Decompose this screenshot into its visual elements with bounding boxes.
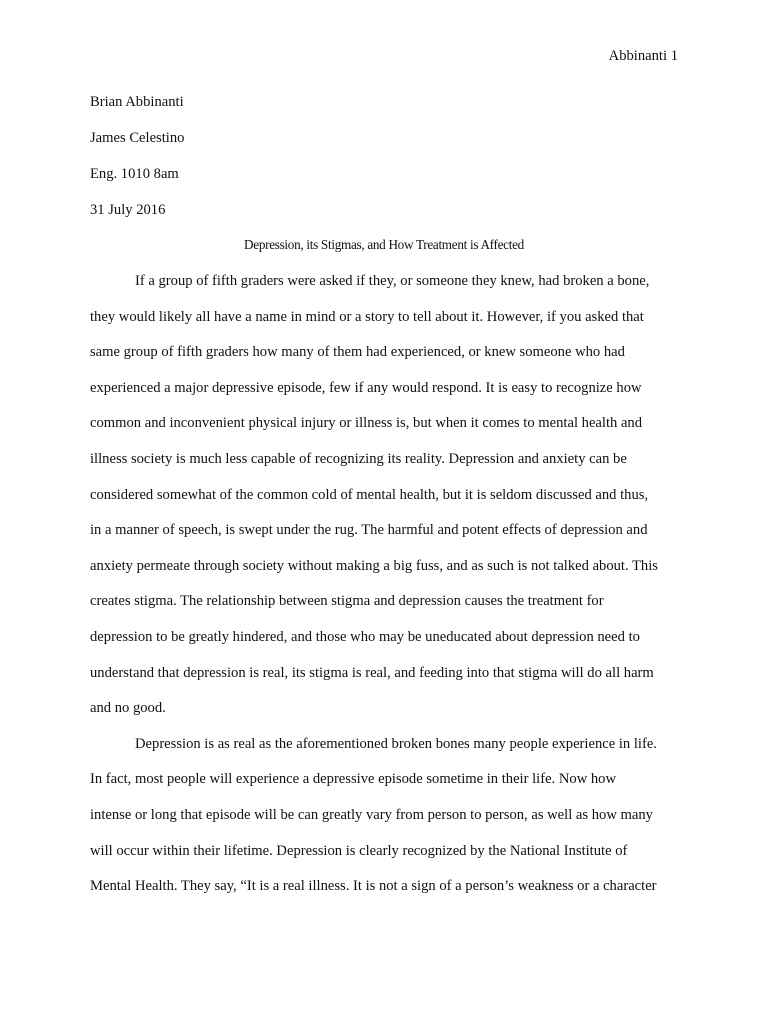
body-line: illness society is much less capable of recognizing its reality. Depression and anxiety can be xyxy=(90,450,627,467)
body-line: in a manner of speech, is swept under the rug. The harmful and potent effects of depression and xyxy=(90,522,648,539)
body-line: they would likely all have a name in mind or a story to tell about it. However, if you asked that xyxy=(90,308,644,325)
body-line: In fact, most people will experience a depressive episode sometime in their life. Now how xyxy=(90,771,617,788)
body-line: will occur within their lifetime. Depression is clearly recognized by the National Institute of xyxy=(90,842,628,859)
body-line: anxiety permeate through society without making a big fuss, and as such is not talked about. This xyxy=(90,557,658,574)
running-head: Abbinanti 1 xyxy=(608,48,678,64)
body-line: and no good. xyxy=(90,700,166,717)
instructor-name: James Celestino xyxy=(90,130,185,146)
body-line: intense or long that episode will be can greatly vary from person to person, as well as how many xyxy=(90,806,653,823)
paper-title: Depression, its Stigmas, and How Treatment is Affected xyxy=(244,237,524,252)
body-line: depression to be greatly hindered, and those who may be uneducated about depression need to xyxy=(90,628,640,645)
body-line: creates stigma. The relationship between stigma and depression causes the treatment for xyxy=(90,593,604,610)
body-line: experienced a major depressive episode, few if any would respond. It is easy to recognize how xyxy=(90,379,642,396)
student-name: Brian Abbinanti xyxy=(90,94,184,110)
body-text xyxy=(90,271,690,912)
body-line: If a group of fifth graders were asked if they, or someone they knew, had broken a bone, xyxy=(135,273,650,289)
mla-heading xyxy=(90,92,184,236)
paper-date: 31 July 2016 xyxy=(90,202,166,218)
body-line: Depression is as real as the aforementioned broken bones many people experience in life. xyxy=(135,735,657,752)
body-line: same group of fifth graders how many of them had experienced, or knew someone who had xyxy=(90,344,625,361)
body-line: Mental Health. They say, “It is a real illness. It is not a sign of a person’s weakness or a character xyxy=(90,878,657,895)
body-line: considered somewhat of the common cold of mental health, but it is seldom discussed and thus, xyxy=(90,486,649,503)
body-line: understand that depression is real, its stigma is real, and feeding into that stigma will do all harm xyxy=(90,664,654,681)
course-name: Eng. 1010 8am xyxy=(90,166,179,182)
body-line: common and inconvenient physical injury or illness is, but when it comes to mental health and xyxy=(90,415,643,432)
